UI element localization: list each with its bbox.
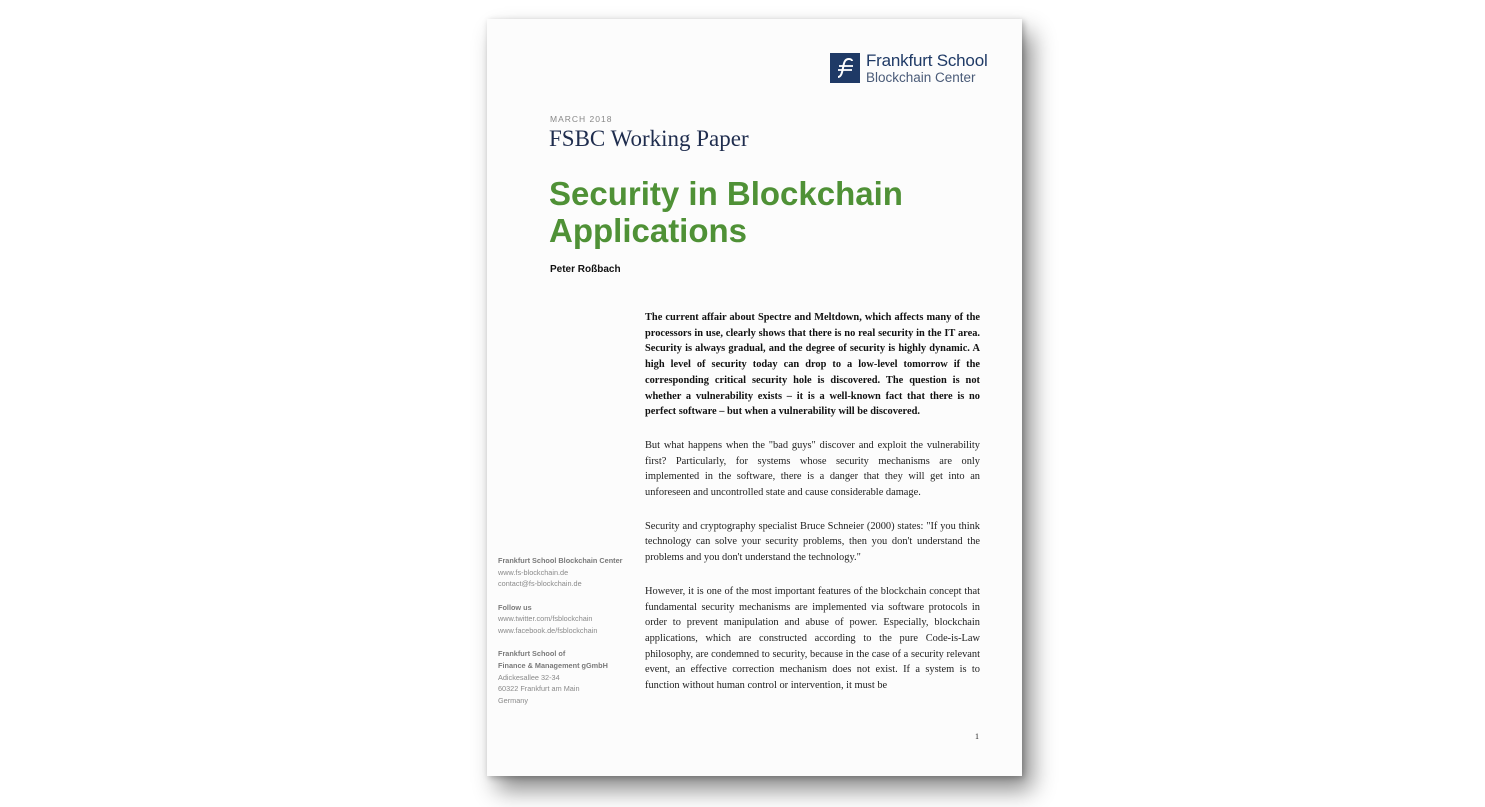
- contact-sidebar: [498, 555, 638, 718]
- legal-name-line-1: Frankfurt School of: [498, 649, 566, 659]
- paper-series: FSBC Working Paper: [549, 126, 749, 151]
- website-link[interactable]: www.fs-blockchain.de: [498, 567, 569, 577]
- body-paragraph: Security and cryptography specialist Bruce Schneier (2000) states: "If you think technology can solve your security problems, then you don't understand the problems and you don't understand the technology.": [645, 520, 980, 564]
- body-paragraph: But what happens when the "bad guys" discover and exploit the vulnerability first? Particularly, for systems whose security mechanisms are only implemented in the software, there is a danger that they will get into an unforeseen and uncontrolled state and cause considerable damage.: [645, 439, 980, 499]
- logo-line-1: Frankfurt School: [866, 50, 988, 70]
- follow-label: Follow us: [498, 602, 532, 612]
- page-number: 1: [975, 732, 979, 741]
- article-body: [645, 310, 980, 712]
- body-paragraph: However, it is one of the most important features of the blockchain concept that fundamental security mechanisms are implemented via software protocols in order to prevent manipulation and abuse of power. Especially, blockchain applications, which are constructed according to the pure Code-is-Law philosophy, are condemned to security, because in the case of a security relevant event, an effective correction mechanism does not exist. If a system is to function without human control or intervention, it must be: [645, 585, 980, 692]
- email-link[interactable]: contact@fs-blockchain.de: [498, 579, 582, 589]
- logo-text: [866, 52, 988, 85]
- lead-paragraph: The current affair about Spectre and Meltdown, which affects many of the processors in use, clearly shows that there is no real security in the IT area. Security is always gradual, and the degree of security is highly dynamic. A high level of security today can drop to a low-level tomorrow if the corresponding critical security hole is discovered. The question is not whether a vulnerability exists – it is a well-known fact that there is no perfect software – but when a vulnerability will be discovered.: [645, 312, 980, 418]
- publication-date: MARCH 2018: [550, 114, 613, 124]
- document-page: [487, 19, 1022, 776]
- country: Germany: [498, 696, 529, 706]
- org-name: Frankfurt School Blockchain Center: [498, 556, 623, 565]
- city-address: 60322 Frankfurt am Main: [498, 684, 580, 694]
- twitter-link[interactable]: www.twitter.com/fsblockchain: [498, 614, 593, 624]
- paper-title: Security in Blockchain Applications: [549, 175, 903, 249]
- legal-name-line-2: Finance & Management gGmbH: [498, 660, 608, 670]
- street-address: Adickesallee 32-34: [498, 672, 560, 682]
- fs-logo-mark-icon: [830, 53, 860, 83]
- author-name: Peter Roßbach: [550, 264, 621, 275]
- frankfurt-school-logo: [830, 52, 988, 84]
- facebook-link[interactable]: www.facebook.de/fsblockchain: [498, 626, 598, 636]
- logo-line-2: Blockchain Center: [866, 69, 976, 85]
- address-block: [498, 648, 638, 707]
- social-block: [498, 602, 638, 637]
- contact-block: [498, 555, 638, 590]
